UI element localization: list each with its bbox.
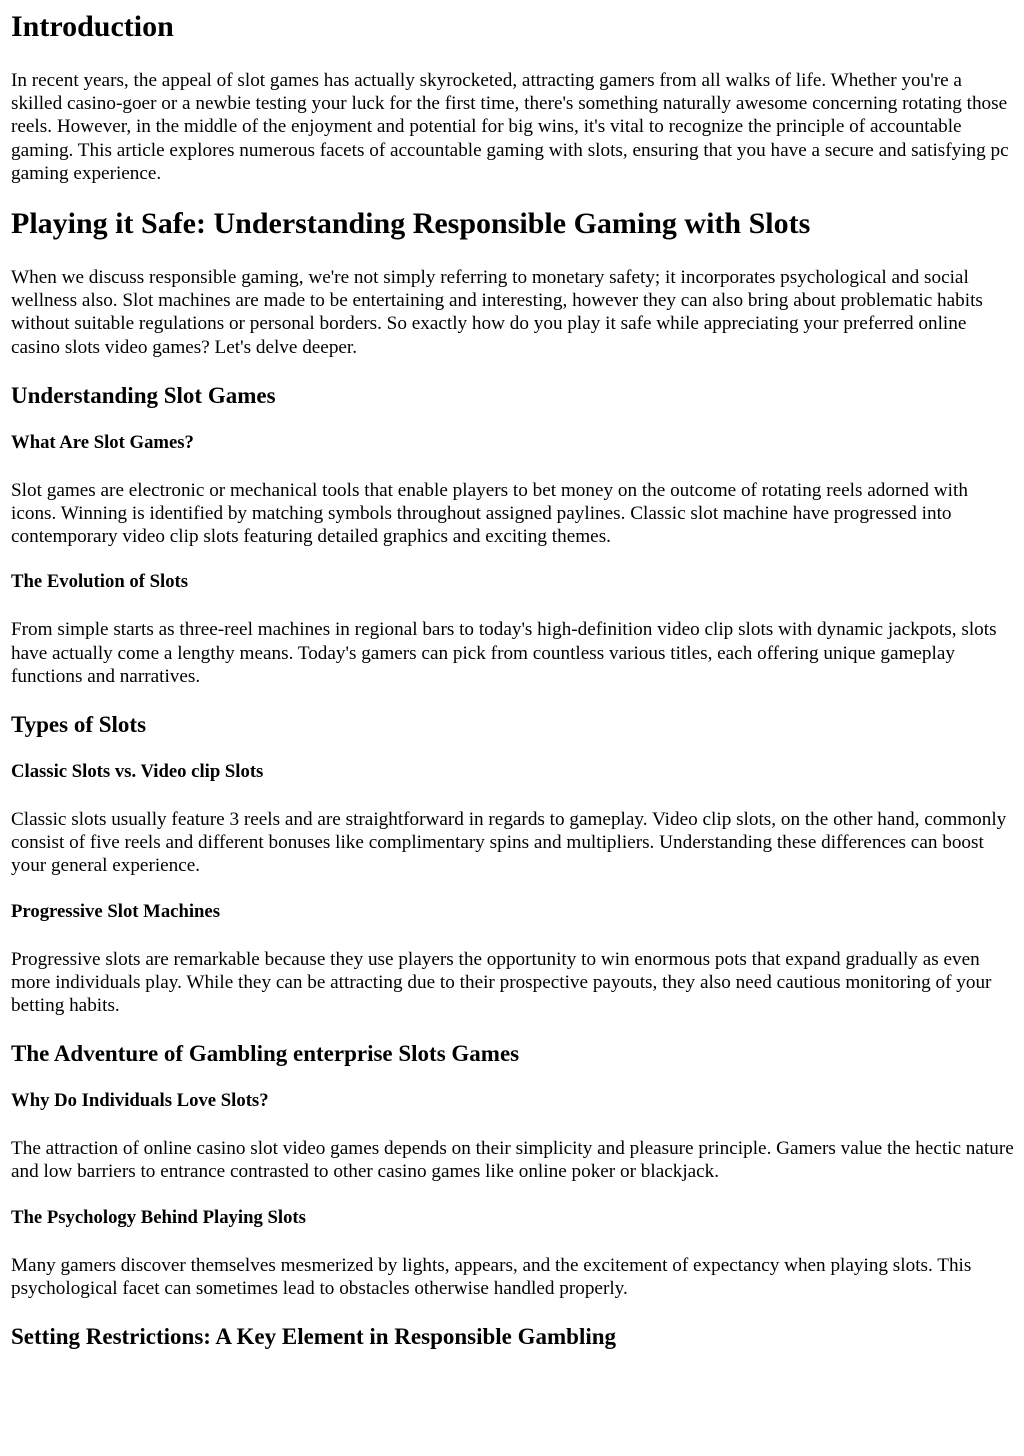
- subsection-heading-classic-vs-video: Classic Slots vs. Video clip Slots: [11, 761, 264, 783]
- subsection-heading-why-love: Why Do Individuals Love Slots?: [11, 1090, 269, 1112]
- paragraph-what-are: Slot games are electronic or mechanical tools that enable players to bet money on the outcome of rotating reels adorned with icons. Winning is identified by matching symbols throughout assigned paylines. Classic slot machine have progressed into contemporary video clip slots featuring detailed graphics and exciting themes.: [11, 479, 968, 548]
- intro-paragraph: In recent years, the appeal of slot games has actually skyrocketed, attracting gamers from all walks of life. Whether you're a skilled casino-goer or a newbie testing your luck for the first time, there's something naturally awesome concerning rotating those reels. However, in the middle of the enjoyment and potential for big wins, it's vital to recognize the principle of accountable gaming. This article explores numerous facets of accountable gaming with slots, ensuring that you have a secure and satisfying pc gaming experience.: [11, 70, 1009, 184]
- paragraph-progressive: Progressive slots are remarkable because they use players the opportunity to win enormous pots that expand gradually as even more individuals play. While they can be attracting due to their prospective payouts, they also need cautious monitoring of your betting habits.: [11, 948, 992, 1017]
- intro-heading: Introduction: [11, 10, 174, 43]
- subsection-heading-progressive: Progressive Slot Machines: [11, 900, 221, 922]
- main-paragraph: When we discuss responsible gaming, we're not simply referring to monetary safety; it incorporates psychological and social wellness also. Slot machines are made to be entertaining and interesting, however they can also bring about problematic habits without suitable regulations or personal borders. So exactly how do you play it safe while appreciating your preferred online casino slots video games? Let's delve deeper.: [11, 267, 983, 358]
- paragraph-evolution: From simple starts as three-reel machines in regional bars to today's high-definition video clip slots with dynamic jackpots, slots have actually come a lengthy means. Today's gamers can pick from countless various titles, each offering unique gameplay functions and narratives.: [11, 619, 997, 687]
- subsection-heading-evolution: The Evolution of Slots: [11, 571, 189, 593]
- article: [0, 10, 1024, 1350]
- subsection-heading-what-are: What Are Slot Games?: [11, 431, 194, 453]
- paragraph-classic-vs-video: Classic slots usually feature 3 reels and are straightforward in regards to gameplay. Video clip slots, on the other hand, commonly consist of five reels and different bonuses like complimentary spins and multipliers. Understanding these differences can boost your general experience.: [11, 809, 1007, 877]
- section-heading-types: Types of Slots: [11, 712, 147, 738]
- paragraph-why-love: The attraction of online casino slot video games depends on their simplicity and pleasure principle. Gamers value the hectic nature and low barriers to entrance contrasted to other casino games like online poker or blackjack.: [11, 1138, 1014, 1183]
- subsection-heading-psychology: The Psychology Behind Playing Slots: [11, 1206, 306, 1228]
- section-heading-adventure: The Adventure of Gambling enterprise Slots Games: [11, 1041, 520, 1067]
- section-heading-limits: Setting Restrictions: A Key Element in Responsible Gambling: [11, 1324, 617, 1350]
- section-heading-understanding: Understanding Slot Games: [11, 382, 276, 408]
- main-heading: Playing it Safe: Understanding Responsible Gaming with Slots: [11, 207, 811, 241]
- paragraph-psychology: Many gamers discover themselves mesmerized by lights, appears, and the excitement of expectancy when playing slots. This psychological facet can sometimes lead to obstacles otherwise handled properly.: [11, 1254, 972, 1299]
